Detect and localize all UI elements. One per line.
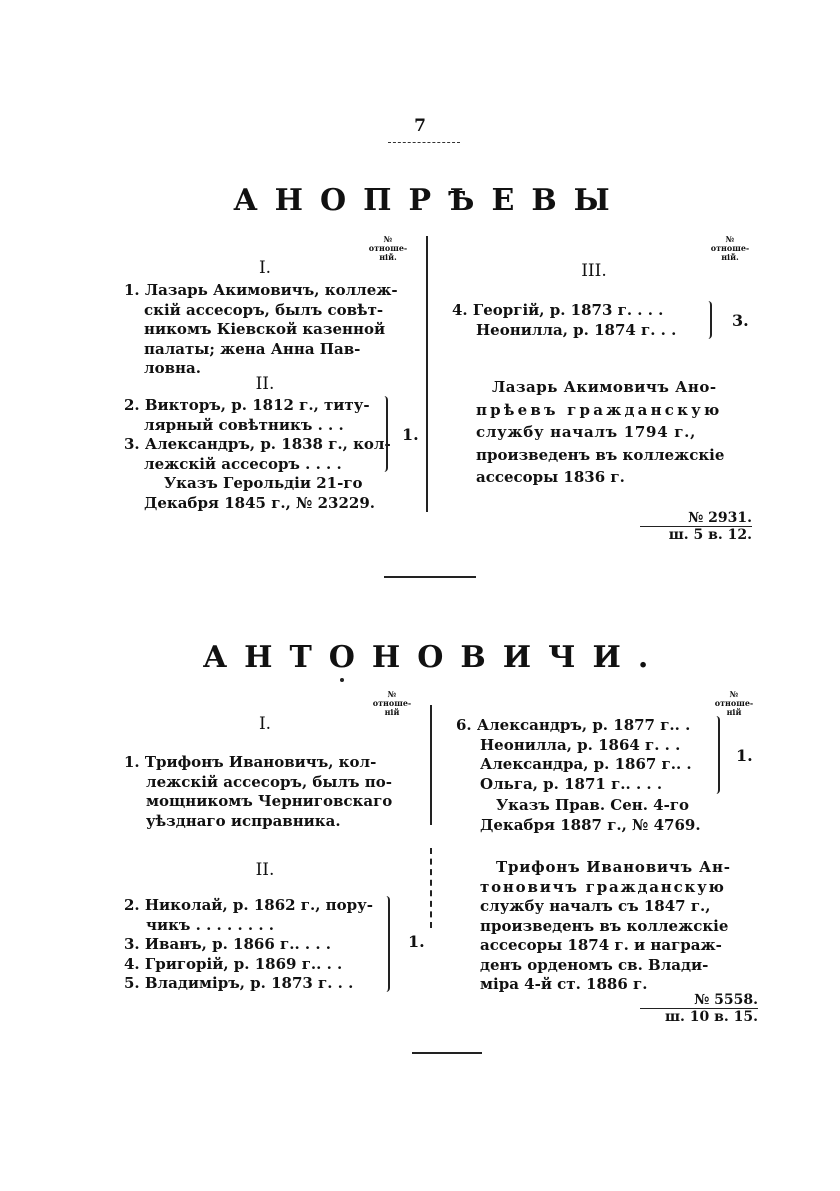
section1-note — [476, 376, 724, 489]
section2-brace-3-number: 1. — [736, 746, 753, 765]
section1-entries-2 — [124, 396, 391, 474]
section1-brace-2 — [380, 396, 388, 472]
reference-location: ш. 10 в. 15. — [640, 1008, 758, 1025]
text-line: произведенъ въ коллежскіе — [480, 916, 729, 935]
text-line: ассесоры 1836 г. — [476, 468, 625, 486]
section2-brace-3 — [712, 716, 720, 794]
section2-column-divider-dashed — [430, 848, 432, 928]
section1-brace-3-number: 3. — [732, 311, 749, 330]
page-number-rule — [388, 142, 460, 143]
text-line: 4. Георгій, р. 1873 г. . . . — [452, 301, 664, 319]
header-line: ній — [384, 707, 400, 717]
section-end-rule — [412, 1052, 482, 1054]
text-line: Указъ Прав. Сен. 4-го — [496, 796, 690, 814]
section2-note — [480, 858, 731, 995]
header-line: ній — [726, 707, 742, 717]
text-line: міра 4-й ст. 1886 г. — [480, 975, 648, 993]
text-line: 6. Александръ, р. 1877 г.. . — [456, 716, 691, 734]
text-line: палаты; жена Анна Пав- — [144, 339, 361, 358]
section1-roman-1: I. — [258, 258, 272, 278]
section1-ukaz — [144, 474, 375, 513]
text-line: Лазарь Акимовичъ Ано- — [492, 378, 717, 396]
section1-column-divider — [426, 236, 428, 512]
text-line: службу началъ съ 1847 г., — [480, 897, 711, 915]
text-line: чикъ . . . . . . . . — [146, 915, 274, 934]
text-line: лярный совѣтникъ . . . — [144, 415, 344, 434]
page-number: 7 — [414, 116, 426, 136]
text-line: 3. Иванъ, р. 1866 г.. . . . — [124, 935, 331, 953]
reference-number: № 5558. — [694, 992, 758, 1008]
section2-roman-2: II. — [255, 860, 275, 880]
header-line: № отноше- — [368, 234, 408, 253]
section1-roman-2: II. — [255, 374, 275, 394]
text-line: 1. Лазарь Акимовичъ, коллеж- — [124, 281, 398, 299]
text-line: мощникомъ Черниговскаго — [146, 792, 393, 810]
section2-ukaz — [480, 796, 701, 835]
text-line: Декабря 1845 г., № 23229. — [144, 493, 375, 512]
section2-brace-2-number: 1. — [408, 932, 425, 951]
section2-column-divider — [430, 705, 432, 825]
text-line: тоновичъ гражданскую — [480, 877, 726, 896]
section2-reference — [640, 992, 758, 1025]
text-line: Трифонъ Ивановичъ Ан- — [496, 858, 731, 876]
text-line: лежскій ассесоръ, былъ по- — [146, 772, 392, 791]
header-line: № отноше- — [372, 689, 412, 708]
section1-entry-1 — [124, 281, 398, 379]
text-line: ловна. — [144, 359, 201, 377]
section1-relation-header-right — [710, 235, 750, 262]
text-line: службу началъ 1794 г., — [476, 423, 696, 441]
section2-entries-3 — [456, 716, 692, 794]
section1-title: АНОПРѢЕВЫ — [233, 183, 627, 218]
reference-number: № 2931. — [688, 510, 752, 526]
section1-reference — [640, 510, 752, 543]
section1-relation-header-left — [368, 235, 408, 262]
title-dot — [340, 678, 344, 682]
text-line: Неонилла, р. 1864 г. . . — [480, 735, 681, 754]
text-line: 2. Николай, р. 1862 г., пору- — [124, 896, 373, 914]
text-line: никомъ Кіевской казенной — [144, 320, 386, 338]
text-line: Ольга, р. 1871 г.. . . . — [480, 774, 663, 793]
section2-relation-header-left — [372, 690, 412, 717]
section2-entry-1 — [124, 753, 392, 831]
section2-title: АНТОНОВИЧИ. — [202, 640, 666, 675]
text-line: 4. Григорій, р. 1869 г.. . . — [124, 954, 343, 973]
section2-roman-1: I. — [258, 714, 272, 734]
text-line: денъ орденомъ св. Влади- — [480, 955, 709, 974]
text-line: Неонилла, р. 1874 г. . . — [476, 320, 677, 339]
text-line: произведенъ въ коллежскіе — [476, 445, 725, 464]
section2-entries-2 — [124, 896, 373, 994]
text-line: 5. Владиміръ, р. 1873 г. . . — [124, 974, 354, 992]
section1-entries-3 — [452, 301, 676, 340]
header-line: ній. — [721, 252, 739, 262]
text-line: Декабря 1887 г., № 4769. — [480, 815, 701, 834]
header-line: № отноше- — [714, 689, 754, 708]
text-line: 3. Александръ, р. 1838 г., кол- — [124, 435, 391, 453]
reference-location: ш. 5 в. 12. — [640, 526, 752, 543]
section1-roman-3: III. — [581, 261, 607, 281]
text-line: скій ассесоръ, былъ совѣт- — [144, 300, 384, 319]
header-line: ній. — [379, 252, 397, 262]
section2-brace-2 — [382, 896, 390, 992]
section1-brace-2-number: 1. — [402, 425, 419, 444]
text-line: прѣевъ гражданскую — [476, 400, 723, 419]
section2-relation-header-right — [714, 690, 754, 717]
text-line: Александра, р. 1867 г.. . — [480, 755, 692, 773]
header-line: № отноше- — [710, 234, 750, 253]
section1-brace-3 — [704, 301, 712, 339]
text-line: Указъ Герольдіи 21-го — [164, 474, 363, 492]
text-line: 1. Трифонъ Ивановичъ, кол- — [124, 753, 377, 771]
section-separator — [384, 576, 476, 578]
text-line: ассесоры 1874 г. и награж- — [480, 936, 722, 954]
text-line: лежскій ассесоръ . . . . — [144, 454, 342, 473]
text-line: 2. Викторъ, р. 1812 г., титу- — [124, 396, 370, 414]
text-line: уѣзднаго исправника. — [146, 811, 341, 830]
